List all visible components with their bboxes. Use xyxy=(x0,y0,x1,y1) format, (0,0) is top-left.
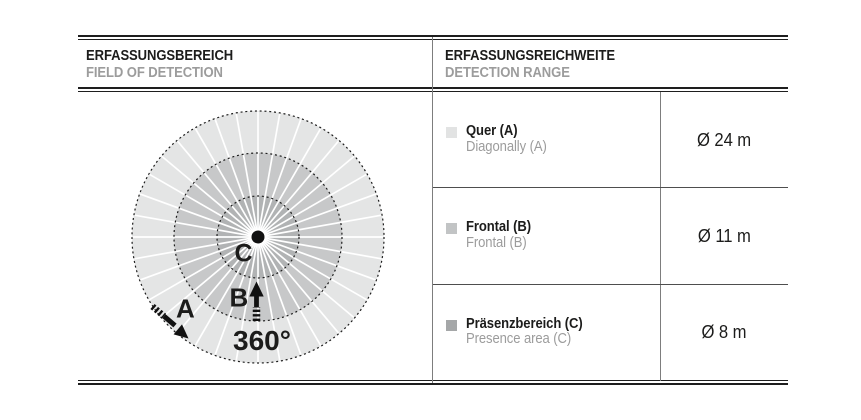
table-row-quer xyxy=(433,92,788,188)
diameter-value: Ø 24 m xyxy=(696,128,752,150)
right-subtitle: DETECTION RANGE xyxy=(445,65,570,81)
label-cell-praesenz xyxy=(433,285,660,380)
row-label-de: Quer (A) xyxy=(466,123,518,140)
detection-range-table xyxy=(433,92,788,380)
label-a: A xyxy=(176,293,195,324)
left-header xyxy=(86,48,249,82)
zone-b-swatch xyxy=(446,223,457,234)
field-of-detection-diagram xyxy=(78,92,432,380)
row-label-de: Frontal (B) xyxy=(466,219,531,236)
zone-c-swatch xyxy=(446,320,457,331)
row-label-en: Diagonally (A) xyxy=(466,138,547,155)
left-subtitle: FIELD OF DETECTION xyxy=(86,65,223,81)
label-cell-quer xyxy=(433,92,660,187)
table-row-frontal xyxy=(433,188,788,284)
row-label-en: Presence area (C) xyxy=(466,331,572,348)
datasheet-panel xyxy=(78,35,788,385)
sensor-dot xyxy=(252,231,265,244)
top-rule xyxy=(78,35,788,40)
value-cell-frontal xyxy=(660,188,788,283)
value-cell-quer xyxy=(660,92,788,187)
left-title: ERFASSUNGSBEREICH xyxy=(86,48,234,64)
row-label-de: Präsenzbereich (C) xyxy=(466,315,583,332)
value-cell-praesenz xyxy=(660,285,788,380)
bottom-rule xyxy=(78,380,788,385)
right-header xyxy=(445,48,634,82)
diameter-value: Ø 8 m xyxy=(701,321,747,343)
label-c: C xyxy=(234,239,253,268)
row-label-en: Frontal (B) xyxy=(466,234,527,251)
table-row-praesenz xyxy=(433,285,788,380)
label-360: 360° xyxy=(233,325,291,356)
label-b: B xyxy=(229,282,249,313)
zone-a-swatch xyxy=(446,127,457,138)
label-cell-frontal xyxy=(433,188,660,283)
diameter-value: Ø 11 m xyxy=(697,224,751,246)
right-title: ERFASSUNGSREICHWEITE xyxy=(445,48,616,64)
